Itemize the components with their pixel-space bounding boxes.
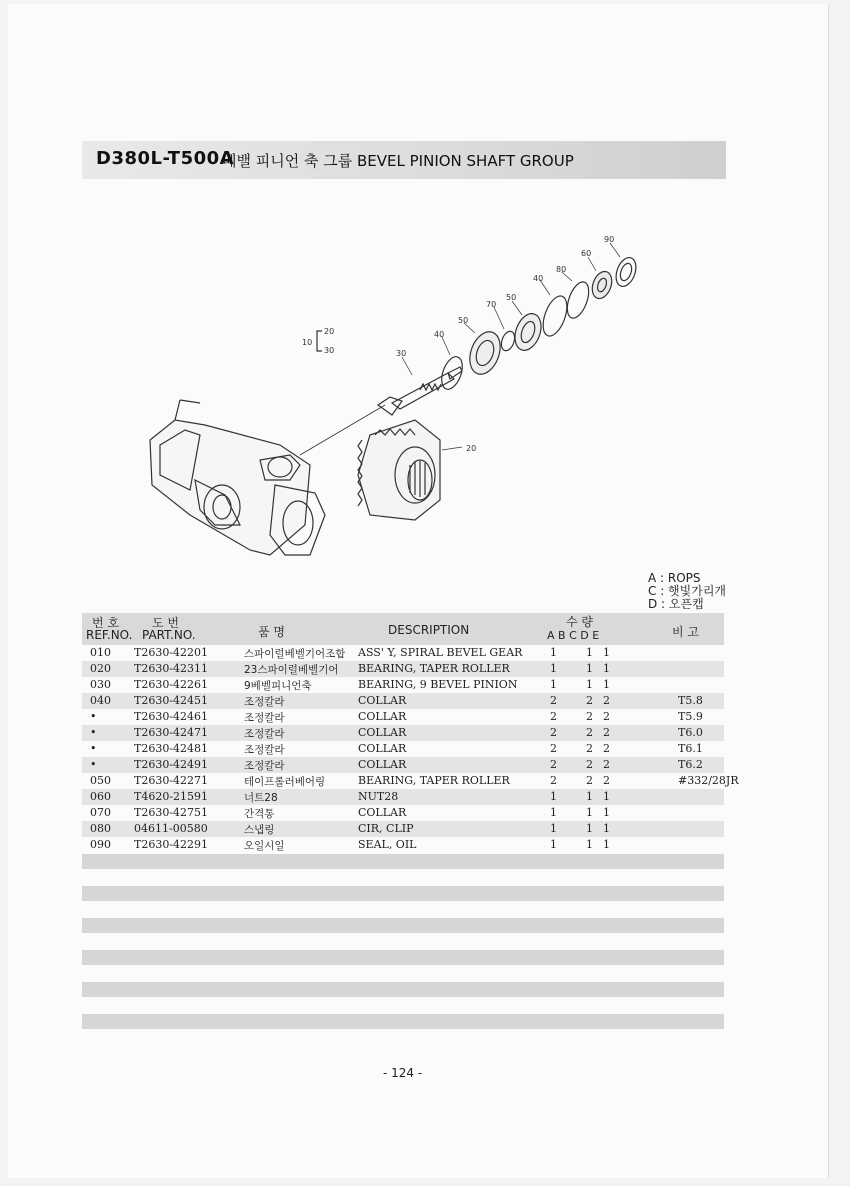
table-row <box>82 837 724 853</box>
cell-ref: 040 <box>90 694 111 707</box>
cell-d: 1 <box>603 646 610 659</box>
cell-a: 2 <box>550 774 557 787</box>
cell-a: 2 <box>550 726 557 739</box>
cell-a: 1 <box>550 806 557 819</box>
cell-d: 1 <box>603 822 610 835</box>
cell-c: 2 <box>586 710 593 723</box>
cell-desc: COLLAR <box>358 694 407 707</box>
cell-ref: • <box>90 742 97 755</box>
legend-c: C : 햇빛가리개 <box>648 584 727 598</box>
cell-a: 1 <box>550 822 557 835</box>
model-legend <box>648 572 726 611</box>
cell-desc: CIR, CLIP <box>358 822 414 835</box>
callout-50: 50 <box>458 316 469 325</box>
cell-ref: • <box>90 710 97 723</box>
cell-desc: COLLAR <box>358 726 407 739</box>
legend-a: A : ROPS <box>648 571 701 585</box>
cell-ref: 070 <box>90 806 111 819</box>
cell-name: 조정칼라 <box>244 728 285 740</box>
cell-name: 조정칼라 <box>244 744 285 756</box>
cell-a: 1 <box>550 678 557 691</box>
callout-40b: 40 <box>533 274 544 283</box>
cell-remark: T6.2 <box>678 758 703 771</box>
cell-c: 1 <box>586 790 593 803</box>
cell-remark: T6.1 <box>678 742 703 755</box>
cell-a: 2 <box>550 758 557 771</box>
cell-ref: 010 <box>90 646 111 659</box>
cell-remark: T6.0 <box>678 726 703 739</box>
cell-d: 1 <box>603 790 610 803</box>
cell-part: T2630-42271 <box>134 774 209 787</box>
cell-name: 9베벨피니언축 <box>244 680 312 692</box>
cell-a: 2 <box>550 710 557 723</box>
cell-remark: T5.9 <box>678 710 703 723</box>
cell-desc: BEARING, TAPER ROLLER <box>358 662 510 675</box>
cell-name: 오일시일 <box>244 840 285 852</box>
table-row <box>82 789 724 805</box>
callout-30: 30 <box>396 349 407 358</box>
cell-part: T2630-42261 <box>134 678 209 691</box>
callout-50b: 50 <box>506 293 517 302</box>
cell-d: 2 <box>603 758 610 771</box>
cell-part: T2630-42201 <box>134 646 209 659</box>
table-row <box>82 645 724 661</box>
cell-d: 2 <box>603 742 610 755</box>
cell-desc: COLLAR <box>358 806 407 819</box>
table-row <box>82 693 724 709</box>
cell-d: 2 <box>603 726 610 739</box>
cell-name: 스파이럴베벨기어조합 <box>244 648 346 660</box>
cell-ref: • <box>90 726 97 739</box>
callout-20: 20 <box>466 444 477 453</box>
cell-name: 간격통 <box>244 808 275 820</box>
callout-90: 90 <box>604 235 615 244</box>
cell-name: 조정칼라 <box>244 696 285 708</box>
cell-d: 1 <box>603 838 610 851</box>
part-header-kr: 도 번 <box>152 616 179 630</box>
cell-c: 1 <box>586 838 593 851</box>
cell-name: 테이프롤러베어링 <box>244 776 326 788</box>
cell-part: T2630-42291 <box>134 838 209 851</box>
cell-ref: 080 <box>90 822 111 835</box>
cell-part: T2630-42481 <box>134 742 209 755</box>
empty-row-band <box>82 918 724 933</box>
callout-40: 40 <box>434 330 445 339</box>
remark-header: 비 고 <box>672 625 699 639</box>
cell-c: 2 <box>586 774 593 787</box>
ref-header-kr: 번 호 <box>92 616 119 630</box>
cell-desc: COLLAR <box>358 742 407 755</box>
empty-row-band <box>82 854 724 869</box>
parts-table <box>82 613 739 853</box>
cell-d: 1 <box>603 662 610 675</box>
cell-desc: COLLAR <box>358 758 407 771</box>
cell-part: T2630-42451 <box>134 694 209 707</box>
cell-c: 1 <box>586 646 593 659</box>
cell-c: 2 <box>586 726 593 739</box>
group-title: 베밸 피니언 축 그룹 BEVEL PINION SHAFT GROUP <box>222 152 574 170</box>
cell-desc: ASS' Y, SPIRAL BEVEL GEAR <box>358 646 523 659</box>
table-row <box>82 805 724 821</box>
table-row <box>82 757 724 773</box>
cell-ref: 030 <box>90 678 111 691</box>
cell-remark: #332/28JR <box>678 774 739 787</box>
callout-30-kit: 30 <box>324 346 335 355</box>
cell-ref: 020 <box>90 662 111 675</box>
callout-60: 60 <box>581 249 592 258</box>
cell-name: 스냅링 <box>244 824 275 836</box>
cell-desc: BEARING, TAPER ROLLER <box>358 774 510 787</box>
cell-part: T2630-42751 <box>134 806 209 819</box>
cell-ref: 050 <box>90 774 111 787</box>
qty-columns-header: A B C D E <box>547 629 600 642</box>
cell-part: 04611-00580 <box>134 822 208 835</box>
title-bar <box>82 141 726 179</box>
cell-a: 2 <box>550 694 557 707</box>
cell-desc: NUT28 <box>358 790 399 803</box>
cell-part: T2630-42491 <box>134 758 209 771</box>
cell-a: 1 <box>550 790 557 803</box>
callout-70: 70 <box>486 300 497 309</box>
cell-c: 2 <box>586 758 593 771</box>
table-row <box>82 741 724 757</box>
table-row <box>82 773 739 789</box>
cell-a: 1 <box>550 838 557 851</box>
callout-10: 10 <box>302 338 313 347</box>
cell-part: T4620-21591 <box>134 790 209 803</box>
cell-d: 2 <box>603 710 610 723</box>
table-body <box>82 645 739 853</box>
cell-d: 2 <box>603 694 610 707</box>
cell-c: 1 <box>586 678 593 691</box>
cell-part: T2630-42461 <box>134 710 209 723</box>
ref-header: REF.NO. <box>86 628 133 642</box>
cell-remark: T5.8 <box>678 694 703 707</box>
group-code: D380L-T500A <box>96 148 235 169</box>
cell-ref: 060 <box>90 790 111 803</box>
empty-row-band <box>82 886 724 901</box>
table-row <box>82 661 724 677</box>
cell-c: 1 <box>586 662 593 675</box>
table-row <box>82 709 724 725</box>
cell-c: 2 <box>586 742 593 755</box>
cell-ref: • <box>90 758 97 771</box>
cell-a: 1 <box>550 662 557 675</box>
cell-a: 2 <box>550 742 557 755</box>
table-row <box>82 821 724 837</box>
cell-name: 너트28 <box>244 792 278 804</box>
name-header: 품 명 <box>258 625 285 639</box>
cell-part: T2630-42471 <box>134 726 209 739</box>
callout-20-kit: 20 <box>324 327 335 336</box>
cell-c: 1 <box>586 822 593 835</box>
cell-c: 1 <box>586 806 593 819</box>
cell-d: 1 <box>603 806 610 819</box>
callout-80: 80 <box>556 265 567 274</box>
cell-a: 1 <box>550 646 557 659</box>
cell-part: T2630-42311 <box>134 662 209 675</box>
table-header <box>82 613 724 645</box>
description-header: DESCRIPTION <box>388 623 470 637</box>
cell-d: 1 <box>603 678 610 691</box>
cell-name: 조정칼라 <box>244 712 285 724</box>
cell-name: 조정칼라 <box>244 760 285 772</box>
exploded-parts-diagram <box>130 225 650 565</box>
page-number: - 124 - <box>383 1066 423 1080</box>
table-row <box>82 677 724 693</box>
empty-row-band <box>82 982 724 997</box>
empty-row-band <box>82 1014 724 1029</box>
empty-row-band <box>82 950 724 965</box>
cell-desc: COLLAR <box>358 710 407 723</box>
cell-c: 2 <box>586 694 593 707</box>
cell-ref: 090 <box>90 838 111 851</box>
cell-name: 23스파이럴베벨기어 <box>244 664 339 676</box>
cell-desc: SEAL, OIL <box>358 838 417 851</box>
table-row <box>82 725 724 741</box>
legend-d: D : 오픈캡 <box>648 597 704 611</box>
cell-d: 2 <box>603 774 610 787</box>
qty-header-kr: 수 량 <box>566 615 593 629</box>
cell-desc: BEARING, 9 BEVEL PINION <box>358 678 518 691</box>
part-header: PART.NO. <box>142 628 196 642</box>
